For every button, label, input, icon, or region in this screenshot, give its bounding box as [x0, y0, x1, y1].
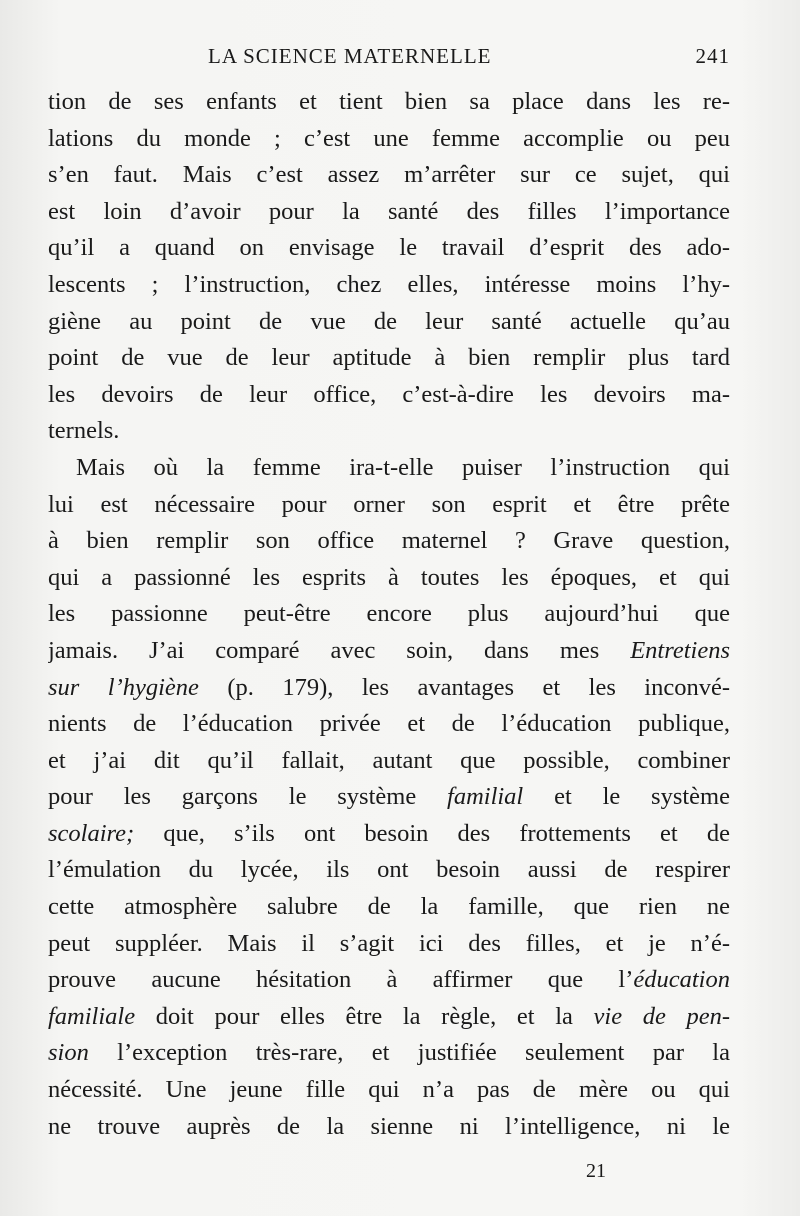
text-line	[48, 121, 730, 158]
text-segment: pour les garçons le système	[48, 783, 448, 811]
text-segment: à bien remplir son office maternel ? Grave question,	[48, 527, 730, 555]
text-segment: qu’il a quand on envisage le travail d’esprit des ado-	[48, 234, 730, 262]
text-segment: cette atmosphère salubre de la famille, que rien ne	[48, 893, 730, 921]
text-segment: qui a passionné les esprits à toutes les époques, et qui	[48, 563, 730, 591]
text-line	[48, 999, 730, 1036]
text-segment: et j’ai dit qu’il fallait, autant que possible, combiner	[48, 746, 730, 774]
running-header	[48, 44, 730, 80]
text-line	[48, 194, 730, 231]
text-segment: s’en faut. Mais c’est assez m’arrêter sur ce sujet, qui	[48, 161, 730, 189]
italic-segment: familial	[447, 783, 524, 811]
text-line	[48, 1035, 730, 1072]
text-segment: lescents ; l’instruction, chez elles, intéresse moins l’hy-	[48, 270, 730, 298]
italic-segment: vie de pen-	[593, 1002, 730, 1030]
text-line	[48, 962, 730, 999]
text-segment: l’émulation du lycée, ils ont besoin aussi de respirer	[48, 856, 730, 884]
text-line	[48, 633, 730, 670]
text-segment: tion de ses enfants et tient bien sa place dans les re-	[48, 88, 730, 115]
text-line	[48, 157, 730, 194]
text-segment: Mais où la femme ira-t-elle puiser l’instruction qui	[76, 453, 730, 481]
italic-segment: scolaire;	[48, 819, 135, 847]
text-line	[48, 340, 730, 377]
text-segment: point de vue de leur aptitude à bien remplir plus tard	[48, 344, 730, 372]
text-line	[48, 743, 730, 780]
text-segment: les devoirs de leur office, c’est-à-dire les devoirs ma-	[48, 380, 730, 408]
italic-segment: sur l’hygiène	[48, 673, 199, 701]
text-segment: l’exception très-rare, et justifiée seulement par la	[88, 1039, 730, 1067]
text-segment: que, s’ils ont besoin des frottements et de	[134, 819, 730, 847]
text-line	[48, 413, 730, 450]
text-segment: giène au point de vue de leur santé actuelle qu’au	[48, 307, 730, 335]
text-line	[48, 670, 730, 707]
text-line	[48, 450, 730, 487]
text-line	[48, 816, 730, 853]
text-line	[48, 84, 730, 121]
text-line	[48, 560, 730, 597]
body-text	[48, 84, 730, 1145]
italic-segment: familiale	[48, 1002, 136, 1030]
text-segment: nients de l’éducation privée et de l’éducation publique,	[48, 710, 730, 738]
text-line	[48, 230, 730, 267]
text-line	[48, 267, 730, 304]
text-segment: ne trouve auprès de la sienne ni l’intelligence, ni le	[48, 1112, 730, 1140]
text-segment: doit pour elles être la règle, et la	[135, 1002, 594, 1030]
text-line	[48, 852, 730, 889]
text-segment: ternels.	[48, 417, 120, 445]
text-line	[48, 377, 730, 414]
text-line	[48, 779, 730, 816]
text-segment: peut suppléer. Mais il s’agit ici des filles, et je n’é-	[48, 929, 730, 957]
text-segment: prouve aucune hésitation à affirmer que l’	[48, 966, 634, 994]
text-line	[48, 1109, 730, 1146]
page-number: 241	[695, 44, 730, 68]
running-title: LA SCIENCE MATERNELLE	[208, 44, 492, 68]
italic-segment: sion	[48, 1039, 89, 1067]
text-line	[48, 304, 730, 341]
text-line	[48, 487, 730, 524]
text-line	[48, 706, 730, 743]
text-segment: (p. 179), les avantages et les inconvé-	[198, 673, 730, 701]
text-segment: jamais. J’ai comparé avec soin, dans mes	[48, 636, 631, 664]
text-line	[48, 523, 730, 560]
text-line	[48, 889, 730, 926]
signature-mark: 21	[586, 1160, 606, 1182]
text-line	[48, 1072, 730, 1109]
text-segment: les passionne peut-être encore plus aujourd’hui que	[48, 600, 730, 628]
text-segment: et le système	[523, 783, 730, 811]
text-segment: est loin d’avoir pour la santé des filles l’importance	[48, 197, 730, 225]
text-segment: nécessité. Une jeune fille qui n’a pas de mère ou qui	[48, 1076, 730, 1104]
italic-segment: Entretiens	[630, 636, 730, 664]
text-segment: lui est nécessaire pour orner son esprit et être prête	[48, 490, 730, 518]
text-line	[48, 926, 730, 963]
text-line	[48, 596, 730, 633]
italic-segment: éducation	[633, 966, 730, 994]
text-segment: lations du monde ; c’est une femme accomplie ou peu	[48, 124, 730, 152]
